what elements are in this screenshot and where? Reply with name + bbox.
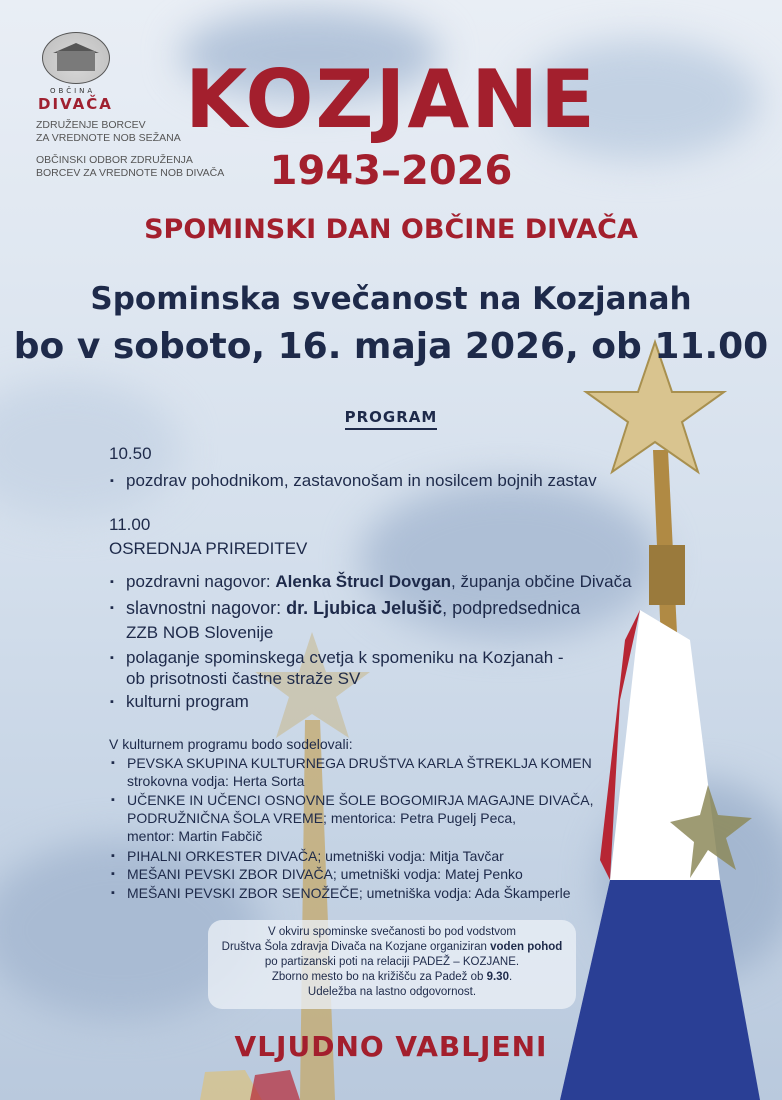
info-text: Društva Šola zdravja Divača na Kozjane organiziran bbox=[221, 941, 491, 953]
program-item-kulturni: ▪ kulturni program bbox=[126, 691, 249, 713]
poster-years: 1943–2026 bbox=[269, 148, 513, 194]
program-item-pozdravni-nagovor bbox=[126, 571, 632, 593]
info-line bbox=[208, 940, 576, 955]
cultural-item-line: PODRUŽNIČNA ŠOLA VREME; mentorica: Petra Pugelj Peca, bbox=[127, 810, 517, 826]
item-label: slavnostni nagovor: bbox=[126, 598, 287, 618]
logo-divaca-text: DIVAČA bbox=[38, 95, 113, 113]
org-line: ZA VREDNOTE NOB SEŽANA bbox=[36, 132, 181, 144]
speaker-name: dr. Ljubica Jelušič bbox=[286, 598, 443, 618]
event-line-2: bo v soboto, 16. maja 2026, ob 11.00 bbox=[13, 326, 769, 367]
time-1100: 11.00 bbox=[109, 515, 151, 534]
hike-info-box bbox=[208, 920, 576, 1009]
cultural-intro: V kulturnem programu bodo sodelovali: bbox=[109, 736, 353, 752]
org-line: ZDRUŽENJE BORCEV bbox=[36, 119, 146, 131]
item-rest: , podpredsednica bbox=[442, 598, 581, 618]
info-text: Zborno mesto bo na križišču za Padež ob bbox=[271, 971, 487, 983]
cultural-item-line: mentor: Martin Fabčič bbox=[127, 828, 263, 844]
item-rest: , županja občine Divača bbox=[451, 572, 632, 591]
info-bold: voden pohod bbox=[490, 941, 563, 953]
program-heading-text: PROGRAM bbox=[345, 408, 438, 430]
pole-tassel bbox=[649, 545, 685, 605]
cultural-item: ▪ PIHALNI ORKESTER DIVAČA; umetniški vodja: Mitja Tavčar bbox=[127, 848, 504, 865]
program-item-polaganje: ▪ polaganje spominskega cvetja k spomeniku na Kozjanah - bbox=[126, 647, 564, 669]
flag-bottom-hint bbox=[250, 1070, 300, 1100]
info-line bbox=[208, 970, 576, 985]
poster-title: KOZJANE bbox=[185, 53, 597, 146]
time-1050: 10.50 bbox=[109, 444, 152, 463]
program-heading bbox=[0, 408, 782, 426]
program-item-slavnostni-nagovor bbox=[126, 597, 580, 619]
item-label: pozdravni nagovor: bbox=[126, 572, 276, 591]
info-text: . bbox=[508, 971, 513, 983]
cultural-item: ▪ MEŠANI PEVSKI ZBOR SENOŽEČE; umetniška vodja: Ada Škamperle bbox=[127, 885, 571, 902]
info-line: po partizanski poti na relaciji PADEŽ – KOZJANE. bbox=[264, 956, 520, 968]
org-line: OBČINSKI ODBOR ZDRUŽENJA bbox=[36, 154, 193, 166]
cultural-item: ▪ MEŠANI PEVSKI ZBOR DIVAČA; umetniški vodja: Matej Penko bbox=[127, 866, 523, 883]
program-item-polaganje-line2: ob prisotnosti častne straže SV bbox=[126, 669, 361, 688]
logo-obcina-text: OBČINA bbox=[50, 87, 96, 95]
cultural-item: ▪ PEVSKA SKUPINA KULTURNEGA DRUŠTVA KARLA ŠTREKLJA KOMEN bbox=[127, 755, 592, 772]
program-item-greeting: ▪ pozdrav pohodnikom, zastavonošam in nosilcem bojnih zastav bbox=[126, 470, 597, 492]
flag-blue-stripe bbox=[560, 880, 760, 1100]
org-line: BORCEV ZA VREDNOTE NOB DIVAČA bbox=[36, 167, 225, 179]
info-line: Udeležba na lastno odgovornost. bbox=[307, 986, 477, 998]
speaker-name: Alenka Štrucl Dovgan bbox=[275, 572, 452, 591]
cultural-item: ▪ UČENKE IN UČENCI OSNOVNE ŠOLE BOGOMIRJA MAGAJNE DIVAČA, bbox=[127, 792, 594, 809]
cultural-item-line: strokovna vodja: Herta Sorta bbox=[127, 773, 305, 789]
event-line-1: Spominska svečanost na Kozjanah bbox=[90, 281, 692, 317]
poster-subtitle: SPOMINSKI DAN OBČINE DIVAČA bbox=[144, 214, 638, 245]
info-bold: 9.30 bbox=[486, 971, 509, 983]
footer-invitation: VLJUDNO VABLJENI bbox=[234, 1030, 548, 1063]
section-osrednja-prireditev: OSREDNJA PRIREDITEV bbox=[109, 539, 308, 558]
info-line: V okviru spominske svečanosti bo pod vodstvom bbox=[267, 926, 516, 938]
program-item-slavnostni-line2: ZZB NOB Slovenije bbox=[126, 623, 274, 642]
